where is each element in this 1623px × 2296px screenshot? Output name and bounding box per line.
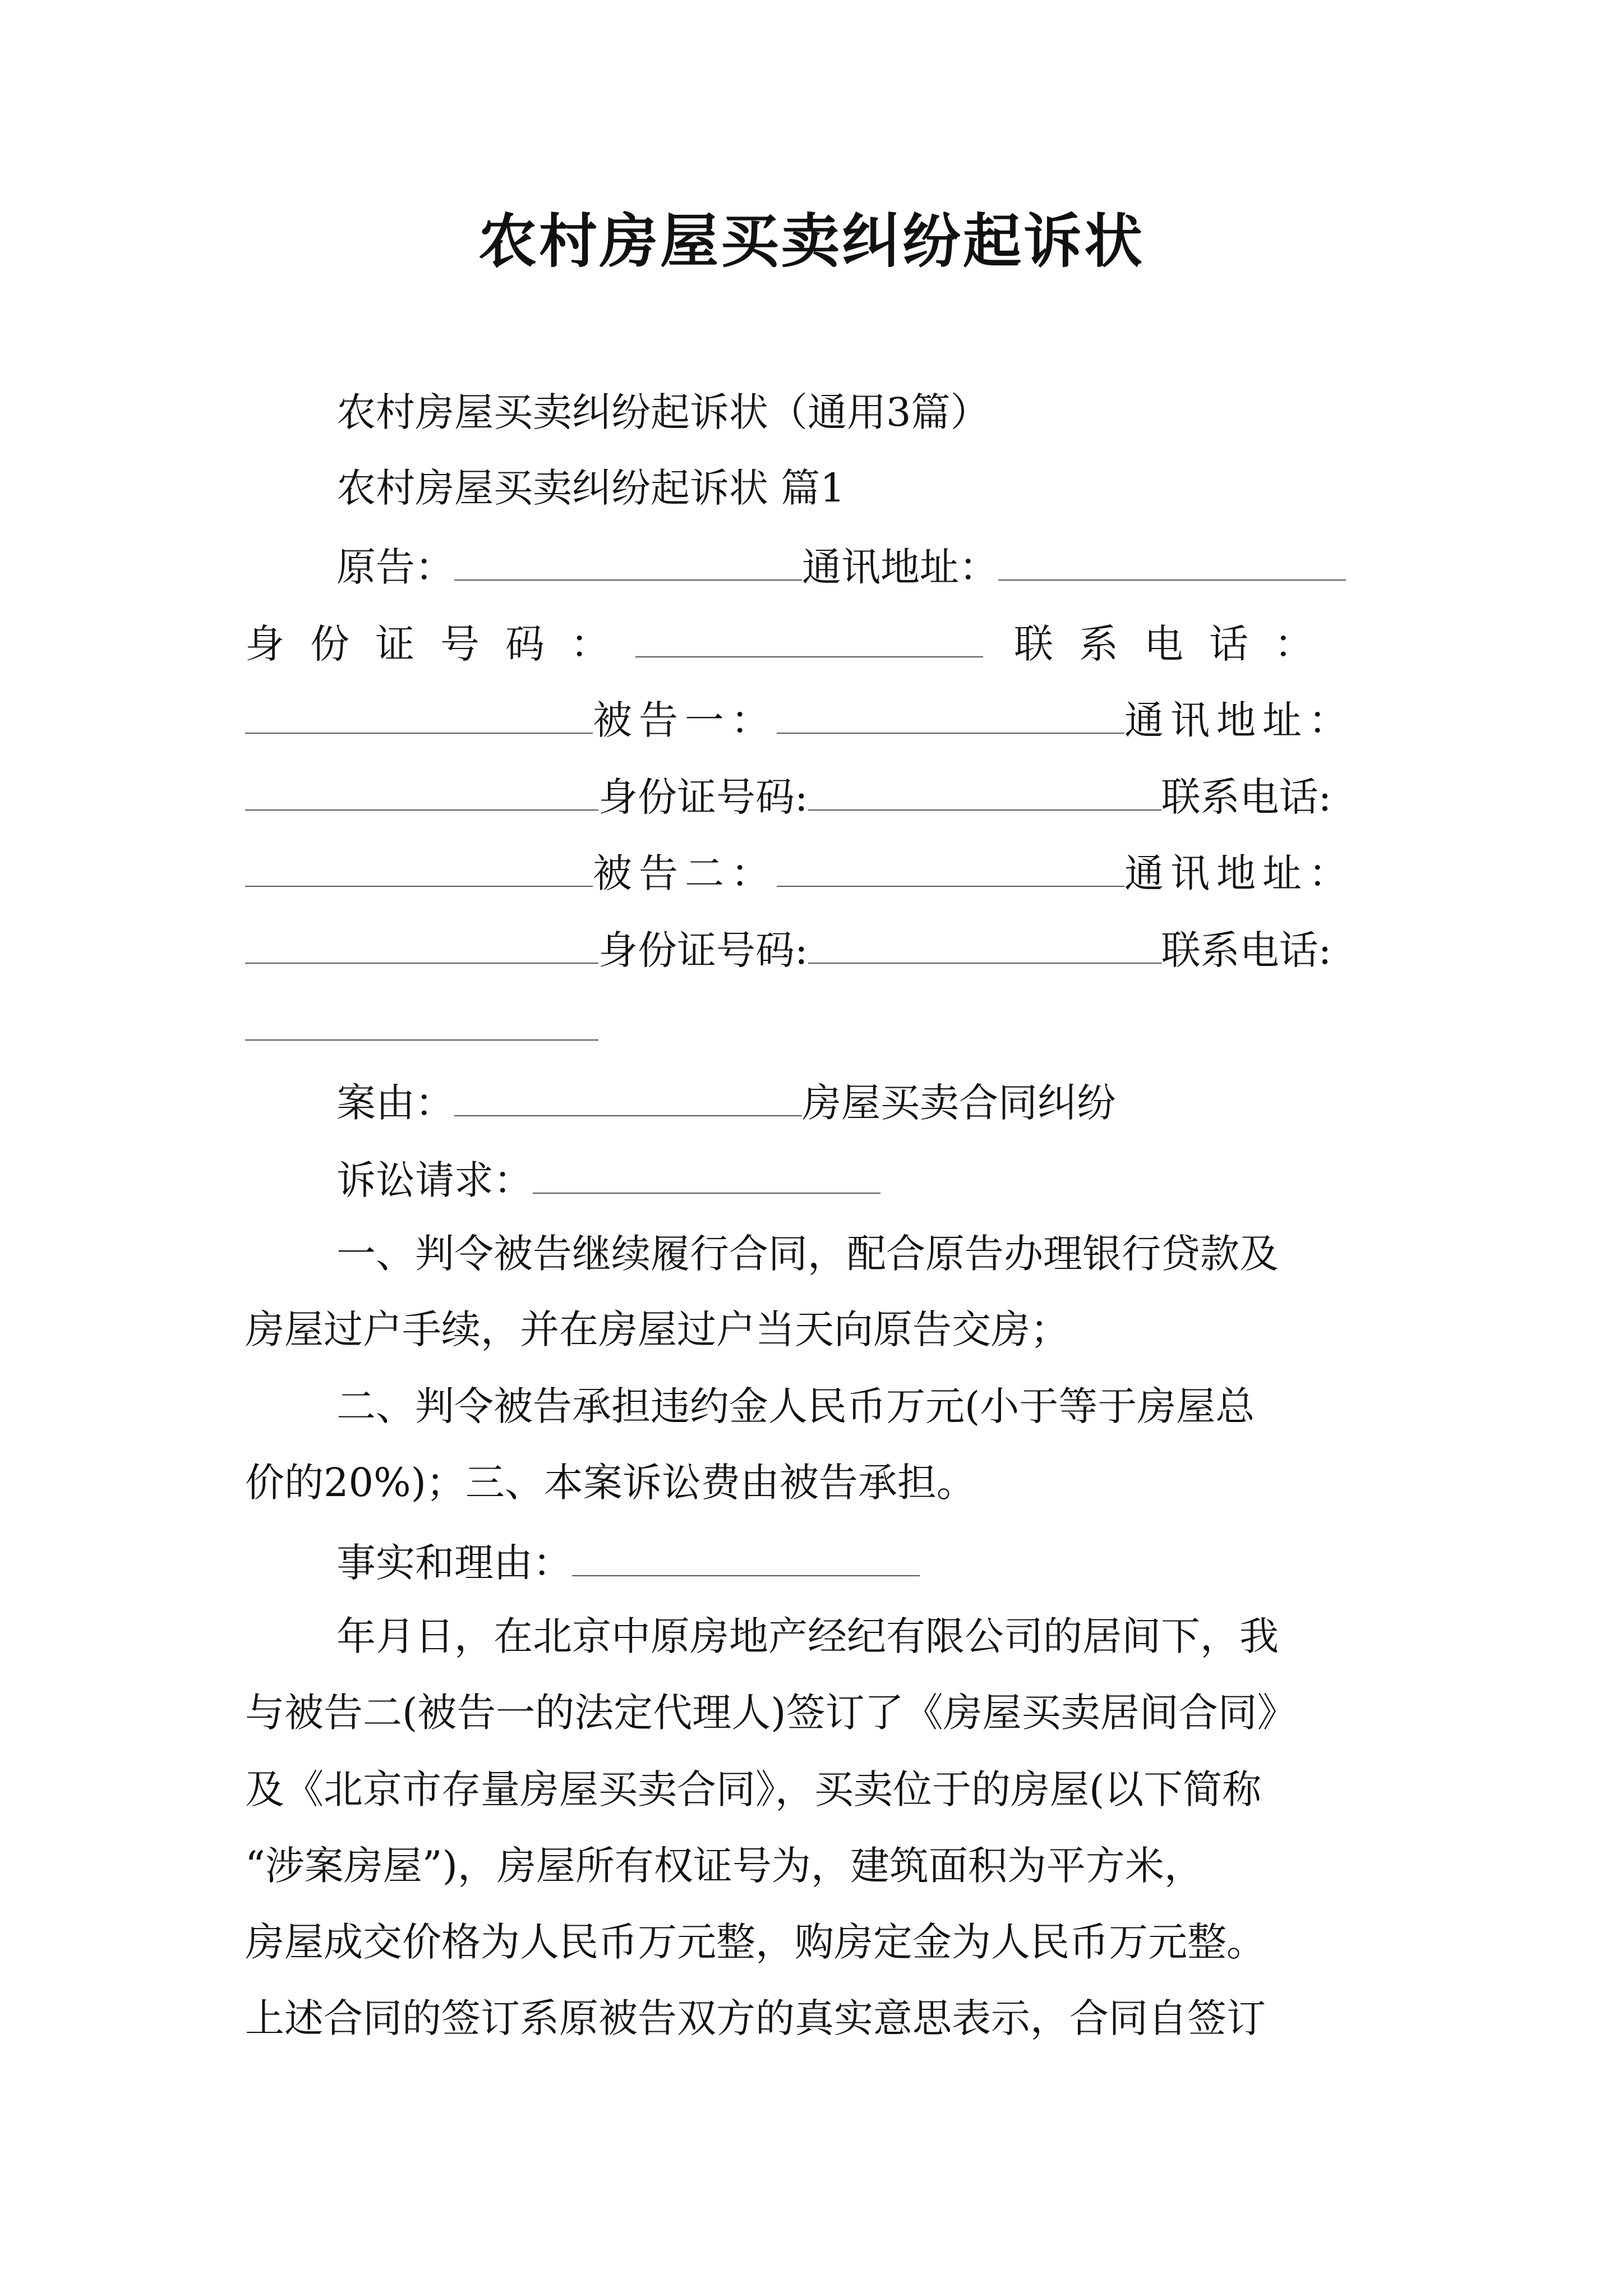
claims-row: [336, 1149, 880, 1208]
plaintiff-id-row: [245, 613, 1339, 672]
claim2-line2: 价的20%)；三、本案诉讼费由被告承担。: [245, 1460, 976, 1506]
defendant2-phone-row: [245, 996, 598, 1055]
facts-line5: 房屋成交价格为人民币万元整，购房定金为人民币万元整。: [245, 1919, 1266, 1965]
defendant1-id-label: 身份证号码:: [598, 774, 808, 820]
subtitle: 农村房屋买卖纠纷起诉状（通用3篇）: [336, 389, 990, 435]
plaintiff-phone-label: 联系电话：: [1014, 621, 1339, 667]
defendant1-blank: [777, 689, 1124, 734]
plaintiff-row: [336, 536, 1346, 595]
defendant1-label: 被告一：: [593, 697, 777, 743]
claims-label: 诉讼请求：: [336, 1157, 533, 1203]
plaintiff-blank: [454, 536, 802, 581]
document-title: 农村房屋买卖纠纷起诉状: [478, 206, 1145, 275]
defendant1-row: [245, 689, 1354, 748]
plaintiff-phone-blank: [245, 689, 593, 734]
facts-label: 事实和理由：: [336, 1540, 572, 1586]
plaintiff-label: 原告：: [336, 544, 454, 590]
defendant1-phone-blank: [245, 842, 593, 887]
part-heading: 农村房屋买卖纠纷起诉状 篇1: [336, 465, 845, 511]
claims-blank: [533, 1149, 880, 1194]
cause-label: 案由：: [336, 1080, 454, 1126]
cause-row: [336, 1071, 1116, 1131]
defendant1-id-blank: [808, 766, 1161, 811]
defendant1-phone-label: 联系电话:: [1161, 774, 1332, 820]
defendant2-id-row: [245, 919, 1331, 978]
facts-row: [336, 1531, 920, 1591]
facts-blank: [572, 1531, 920, 1576]
claim1-line2: 房屋过户手续，并在房屋过户当天向原告交房；: [245, 1306, 1069, 1352]
defendant2-address-label: 通讯地址：: [1124, 850, 1354, 896]
facts-line1: 年月日，在北京中原房地产经纪有限公司的居间下，我: [336, 1613, 1279, 1659]
defendant2-phone-label: 联系电话:: [1161, 927, 1332, 973]
defendant2-address-blank: [245, 919, 598, 964]
defendant1-address-blank: [245, 766, 598, 811]
defendant2-blank: [777, 842, 1124, 887]
plaintiff-address-label: 通讯地址：: [802, 544, 998, 590]
facts-line6: 上述合同的签订系原被告双方的真实意思表示，合同自签订: [245, 1995, 1266, 2041]
plaintiff-address-blank: [998, 536, 1346, 581]
defendant2-id-label: 身份证号码:: [598, 927, 808, 973]
facts-line3: 及《北京市存量房屋买卖合同》，买卖位于的房屋(以下简称: [245, 1766, 1262, 1812]
defendant2-id-blank: [808, 919, 1161, 964]
facts-line2: 与被告二(被告一的法定代理人)签订了《房屋买卖居间合同》: [245, 1690, 1297, 1736]
claim1-line1: 一、判令被告继续履行合同，配合原告办理银行贷款及: [336, 1231, 1279, 1277]
defendant2-phone-blank: [245, 996, 598, 1041]
defendant1-address-label: 通讯地址：: [1124, 697, 1354, 743]
defendant2-row: [245, 842, 1354, 901]
cause-value: 房屋买卖合同纠纷: [802, 1080, 1116, 1126]
facts-line4: “涉案房屋”)，房屋所有权证号为，建筑面积为平方米，: [245, 1843, 1204, 1889]
defendant2-label: 被告二：: [593, 850, 777, 896]
plaintiff-id-label: 身份证号码：: [245, 621, 635, 667]
claim2-line1: 二、判令被告承担违约金人民币万元(小于等于房屋总: [336, 1383, 1255, 1429]
defendant1-id-row: [245, 766, 1331, 825]
plaintiff-id-blank: [635, 613, 983, 657]
cause-blank: [454, 1071, 802, 1116]
